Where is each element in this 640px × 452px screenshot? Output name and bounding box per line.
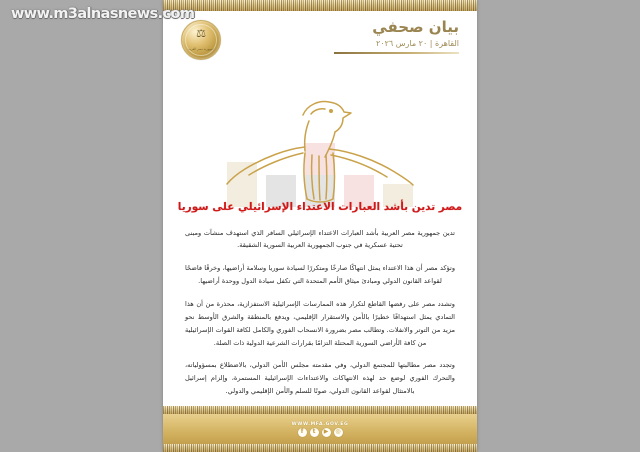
press-statement-page (163, 0, 477, 452)
document-date-line: القاهرة | ٢٠ مارس ٢٠٢٦ (376, 39, 459, 49)
footer-website-url[interactable]: WWW.MFA.GOV.EG (291, 421, 349, 427)
paragraph: وتؤكد مصر أن هذا الاعتداء يمثل انتهاكًا صارخًا ومتكررًا لسيادة سوريا وسلامة أراضيها، وخرقًا فاضحًا لقواعد القانون الدولي ومبادئ ميثاق الأمم المتحدة التي تكفل سيادة الدول ووحدة أراضيها. (185, 264, 455, 286)
hero-emblem-area (163, 89, 477, 207)
eagle-of-saladin-icon (163, 91, 477, 203)
paragraph: وتشدد مصر على رفضها القاطع لتكرار هذه الممارسات الإسرائيلية الاستفزازية، محذرة من أن هذا التمادي يمثل استهدافًا خطيرًا بالأمن والاستقرار الإقليمي، ويدفع بالمنطقة والشرق الأوسط نحو مزيد من التوتر والانفلات. وتطالب مصر بضرورة الانسحاب الفوري والكامل لكافة القوات الإسرائيلية من كافة الأراضي السورية المحتلة التزامًا بقرارات الشرعية الدولية ذات الصلة. (185, 300, 455, 347)
ministry-seal-logo (181, 20, 221, 60)
top-ornament-border (163, 0, 477, 11)
facebook-icon[interactable]: f (298, 428, 307, 437)
document-title: بيان صحفي (372, 18, 459, 36)
paragraph: تدين جمهورية مصر العربية بأشد العبارات الاعتداء الإسرائيلي السافر الذي استهدف منشآت ومبنى تحتية عسكرية في جنوب الجمهورية العربية السورية الشقيقة. (185, 228, 455, 250)
headline: مصر تدين بأشد العبارات الاعتداء الإسرائيلي على سوريا (177, 201, 463, 213)
footer-top-ornament-border (163, 406, 477, 414)
document-footer (163, 406, 477, 452)
statement-body (163, 215, 477, 398)
title-block (334, 17, 459, 54)
document-header (163, 11, 477, 89)
instagram-icon[interactable]: ◎ (335, 428, 341, 435)
site-watermark: www.m3alnasnews.com (11, 6, 195, 22)
social-links-row (298, 428, 343, 437)
youtube-icon[interactable]: ▶ (322, 428, 331, 437)
footer-gold-bar (163, 414, 477, 444)
seal-emblem-icon: ⚖ (196, 27, 206, 40)
paragraph: وتجدد مصر مطالبتها للمجتمع الدولي، وفي مقدمته مجلس الأمن الدولي، بالاضطلاع بمسؤولياته، والتحرك الفوري لوضع حد لهذه الانتهاكات والاعتداءات الإسرائيلية المستمرة، وإلزام إسرائيل بالامتثال لقواعد القانون الدولي، صونًا للسلم والأمن الإقليمي والدولي. (185, 361, 455, 396)
bottom-ornament-border (163, 444, 477, 452)
seal-caption: جمهورية مصر العربية (187, 47, 215, 52)
title-underline-rule (334, 52, 459, 54)
twitter-icon[interactable]: t (310, 428, 319, 437)
